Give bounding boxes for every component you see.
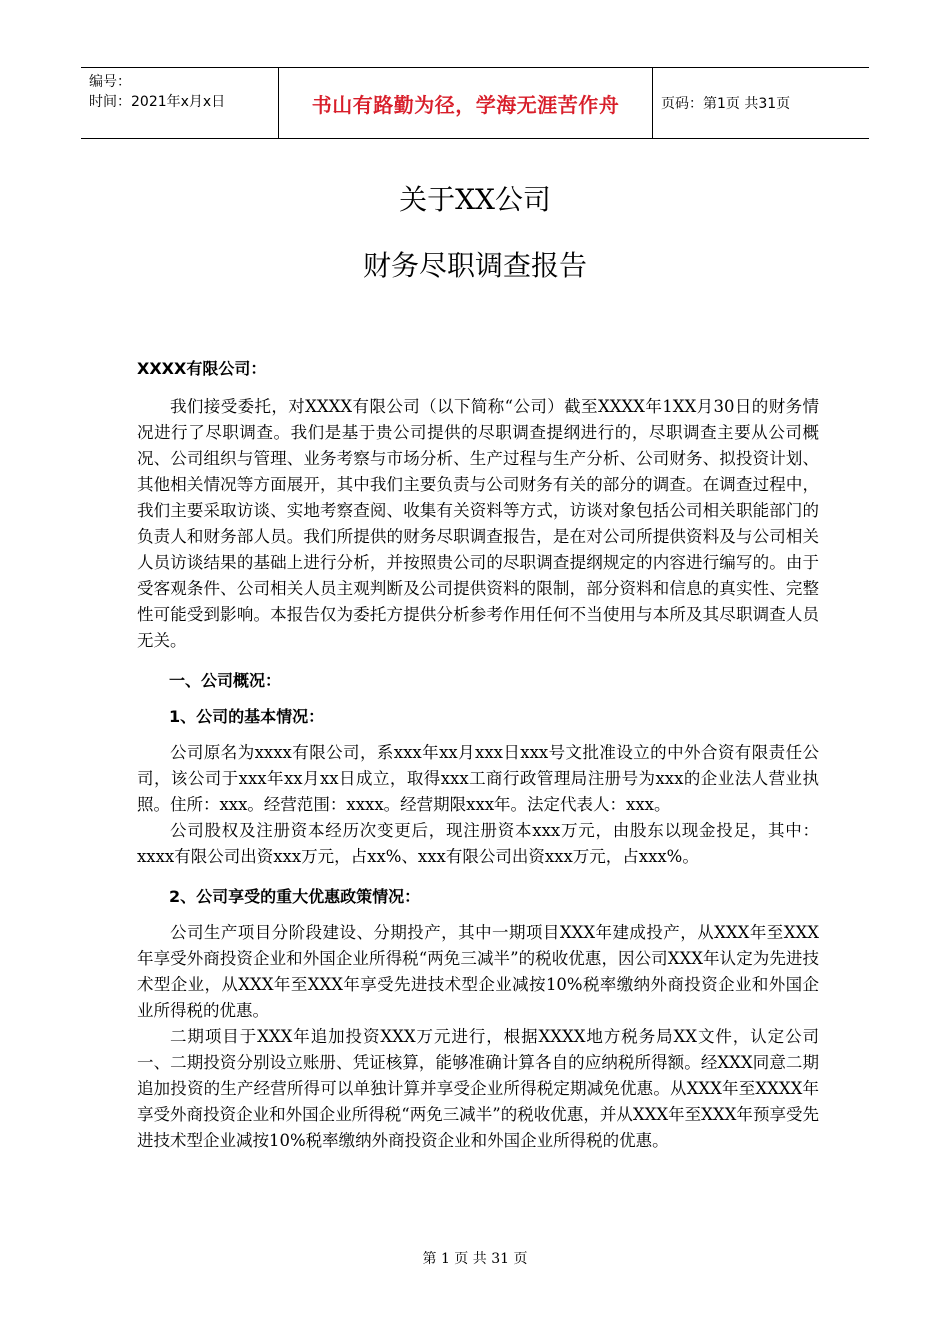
policy-paragraph-2: 二期项目于XXX年追加投资XXX万元进行，根据XXXX地方税务局XX文件，认定公司一、二期投资分别设立账册、凭证核算，能够准确计算各自的应纳税所得额。经XXX同意二期追加投资的生产经营所得可以单独计算并享受企业所得税定期减免优惠。从XXX年至XXXX年享受外商投资企业和外国企业所得税“两免三减半”的税收优惠，并从XXX年至XXX年预享受先进技术型企业减按10%税率缴纳外商投资企业和外国企业所得税的优惠。 bbox=[137, 1027, 819, 1150]
document-number-label: 编号： bbox=[89, 74, 131, 90]
document-date-label: 时间：2021年x月x日 bbox=[89, 94, 226, 110]
header-motto-cell bbox=[279, 68, 653, 138]
policy-paragraph-1: 公司生产项目分阶段建设、分期投产，其中一期项目XXX年建成投产，从XXX年至XXX年享受外商投资企业和外国企业所得税“两免三减半”的税收优惠，因公司XXX年认定为先进技术型企业，从XXX年至XXX年享受先进技术型企业减按10%税率缴纳外商投资企业和外国企业所得税的优惠。 bbox=[137, 923, 819, 1020]
basic-info-paragraph-1: 公司原名为xxxx有限公司，系xxx年xx月xxx日xxx号文批准设立的中外合资有限责任公司，该公司于xxx年xx月xx日成立，取得xxx工商行政管理局注册号为xxx的企业法人营业执照。住所：xxx。经营范围：xxxx。经营期限xxx年。法定代表人：xxx。 bbox=[137, 743, 819, 814]
header-page-info: 页码：第1页 共31页 bbox=[661, 96, 791, 112]
header-motto: 书山有路勤为径，学海无涯苦作舟 bbox=[311, 92, 620, 117]
document-header bbox=[81, 67, 869, 139]
intro-paragraph: 我们接受委托，对XXXX有限公司（以下简称“公司）截至XXXX年1XX月30日的财务情况进行了尽职调查。我们是基于贵公司提供的尽职调查提纲进行的，尽职调查主要从公司概况、公司组织与管理、业务考察与市场分析、生产过程与生产分析、公司财务、拟投资计划、其他相关情况等方面展开，其中我们主要负责与公司财务有关的部分的调查。在调查过程中，我们主要采取访谈、实地考察查阅、收集有关资料等方式，访谈对象包括公司相关职能部门的负责人和财务部人员。我们所提供的财务尽职调查报告，是在对公司所提供资料及与公司相关人员访谈结果的基础上进行分析，并按照贵公司的尽职调查提纲规定的内容进行编写的。由于受客观条件、公司相关人员主观判断及公司提供资料的限制，部分资料和信息的真实性、完整性可能受到影响。本报告仅为委托方提供分析参考作用任何不当使用与本所及其尽职调查人员无关。 bbox=[137, 397, 819, 650]
report-title-line-1: 关于XX公司 bbox=[399, 183, 551, 216]
subsection-1-2-heading: 2、公司享受的重大优惠政策情况： bbox=[169, 887, 421, 906]
header-page-cell bbox=[653, 68, 869, 138]
report-title-line-2: 财务尽职调查报告 bbox=[362, 249, 587, 282]
page-footer: 第 1 页 共 31 页 bbox=[422, 1251, 528, 1267]
basic-info-paragraph-2: 公司股权及注册资本经历次变更后，现注册资本xxx万元，由股东以现金投足，其中：xxxx有限公司出资xxx万元，占xx%、xxx有限公司出资xxx万元，占xxx%。 bbox=[137, 821, 819, 866]
addressee: XXXX有限公司： bbox=[137, 359, 267, 378]
section-1-heading: 一、公司概况： bbox=[169, 671, 282, 690]
report-body bbox=[137, 356, 819, 1154]
subsection-1-1-heading: 1、公司的基本情况： bbox=[169, 707, 325, 726]
header-meta-cell bbox=[81, 68, 279, 138]
